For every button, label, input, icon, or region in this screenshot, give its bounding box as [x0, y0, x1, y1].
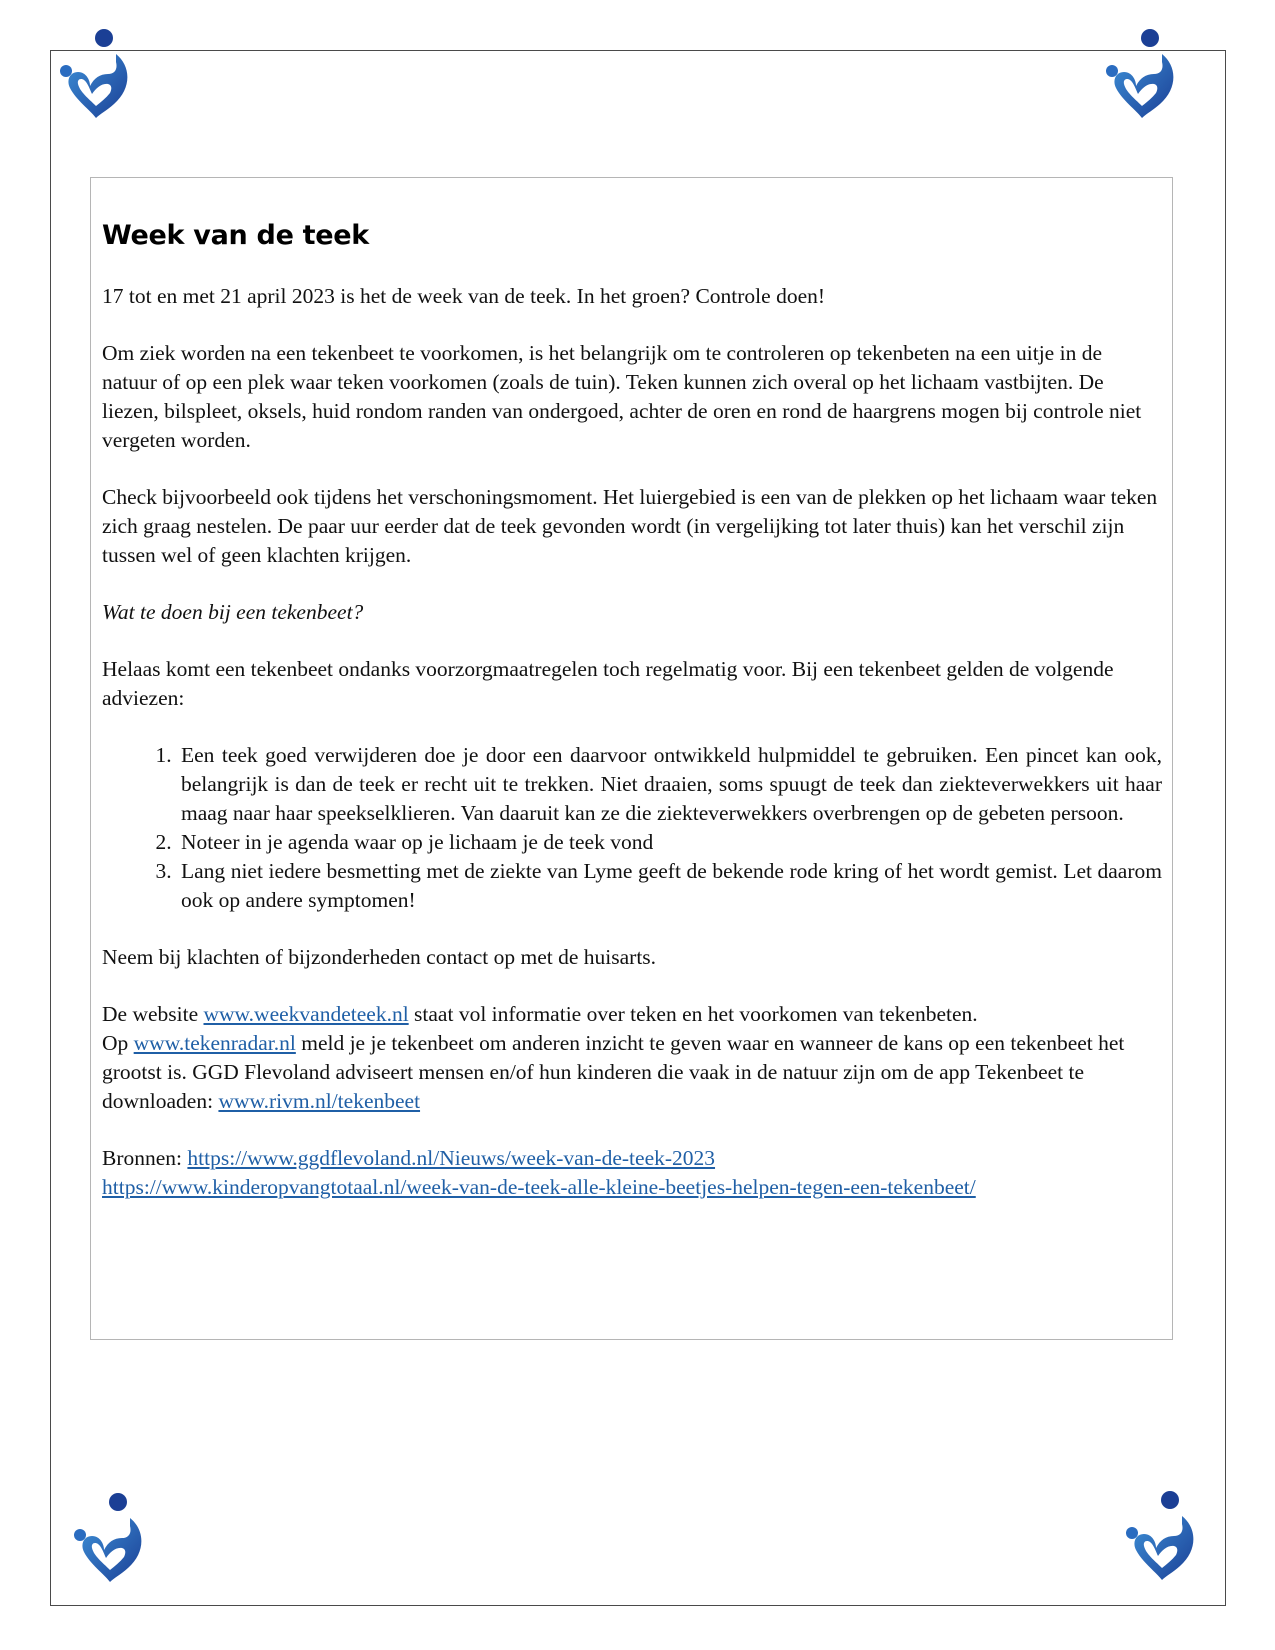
article-box	[90, 177, 1173, 1340]
link-tekenradar[interactable]: www.tekenradar.nl	[133, 1031, 296, 1055]
link-rivm-tekenbeet[interactable]: www.rivm.nl/tekenbeet	[218, 1089, 421, 1113]
website-paragraph	[102, 1000, 1162, 1116]
sources-paragraph	[102, 1144, 1162, 1202]
website-text: Op	[102, 1031, 134, 1055]
advice-item: 1. Een teek goed verwijderen doe je door een daarvoor ontwikkeld hulpmiddel te gebruiken. Een pincet kan ook, belangrijk is dan de teek er recht uit te trekken. Niet draaien, soms spuugt de teek dan ziekteverwekkers uit haar maag naar haar speekselklieren. Van daaruit kan ze die ziekteverwekkers overbrengen op de gebeten persoon.	[177, 741, 1162, 828]
subheading: Wat te doen bij een tekenbeet?	[102, 600, 364, 624]
check-paragraph: Om ziek worden na een tekenbeet te voorkomen, is het belangrijk om te controleren op tekenbeten na een uitje in de natuur of op een plek waar teken voorkomen (zoals de tuin). Teken kunnen zich overal op het lichaam vastbijten. De liezen, bilspleet, oksels, huid rondom randen van ondergoed, achter de oren en rond de haargrens mogen bij controle niet vergeten worden.	[102, 341, 1142, 452]
article-title: Week van de teek	[102, 220, 369, 251]
advice-item: 2. Noteer in je agenda waar op je lichaam je de teek vond	[177, 828, 1162, 857]
advice-list	[102, 741, 1162, 915]
link-weekvandeteek[interactable]: www.weekvandeteek.nl	[203, 1002, 409, 1026]
heart-figure-logo-top-right	[1102, 26, 1182, 121]
doctor-paragraph: Neem bij klachten of bijzonderheden contact op met de huisarts.	[102, 945, 657, 969]
website-text: staat vol informatie over teken en het voorkomen van tekenbeten.	[408, 1002, 978, 1026]
intro-paragraph: 17 tot en met 21 april 2023 is het de week van de teek. In het groen? Controle doen!	[102, 284, 826, 308]
heart-figure-logo-top-left	[56, 26, 136, 121]
diaper-paragraph: Check bijvoorbeeld ook tijdens het verschoningsmoment. Het luiergebied is een van de plekken op het lichaam waar teken zich graag nestelen. De paar uur eerder dat de teek gevonden wordt (in vergelijking tot later thuis) kan het verschil zijn tussen wel of geen klachten krijgen.	[102, 485, 1158, 567]
sources-label: Bronnen:	[102, 1146, 188, 1170]
website-text: De website	[102, 1002, 204, 1026]
link-source-ggd[interactable]: https://www.ggdflevoland.nl/Nieuws/week-van-de-teek-2023	[187, 1146, 716, 1170]
heart-figure-logo-bottom-right	[1122, 1488, 1202, 1583]
advice-item: 3. Lang niet iedere besmetting met de ziekte van Lyme geeft de bekende rode kring of het wordt gemist. Let daarom ook op andere symptomen!	[177, 857, 1162, 915]
heart-figure-logo-bottom-left	[70, 1490, 150, 1585]
advice-intro-paragraph: Helaas komt een tekenbeet ondanks voorzorgmaatregelen toch regelmatig voor. Bij een tekenbeet gelden de volgende adviezen:	[102, 657, 1114, 710]
link-source-kinderopvang[interactable]: https://www.kinderopvangtotaal.nl/week-van-de-teek-alle-kleine-beetjes-helpen-tegen-een-tekenbeet/	[102, 1175, 976, 1199]
website-text: meld je je tekenbeet om anderen inzicht te geven waar en wanneer de kans op een tekenbeet het grootst is. GGD Flevoland adviseert mensen en/of hun kinderen die vaak in de natuur zijn om de app Tekenbeet te downloaden:	[102, 1031, 1125, 1113]
